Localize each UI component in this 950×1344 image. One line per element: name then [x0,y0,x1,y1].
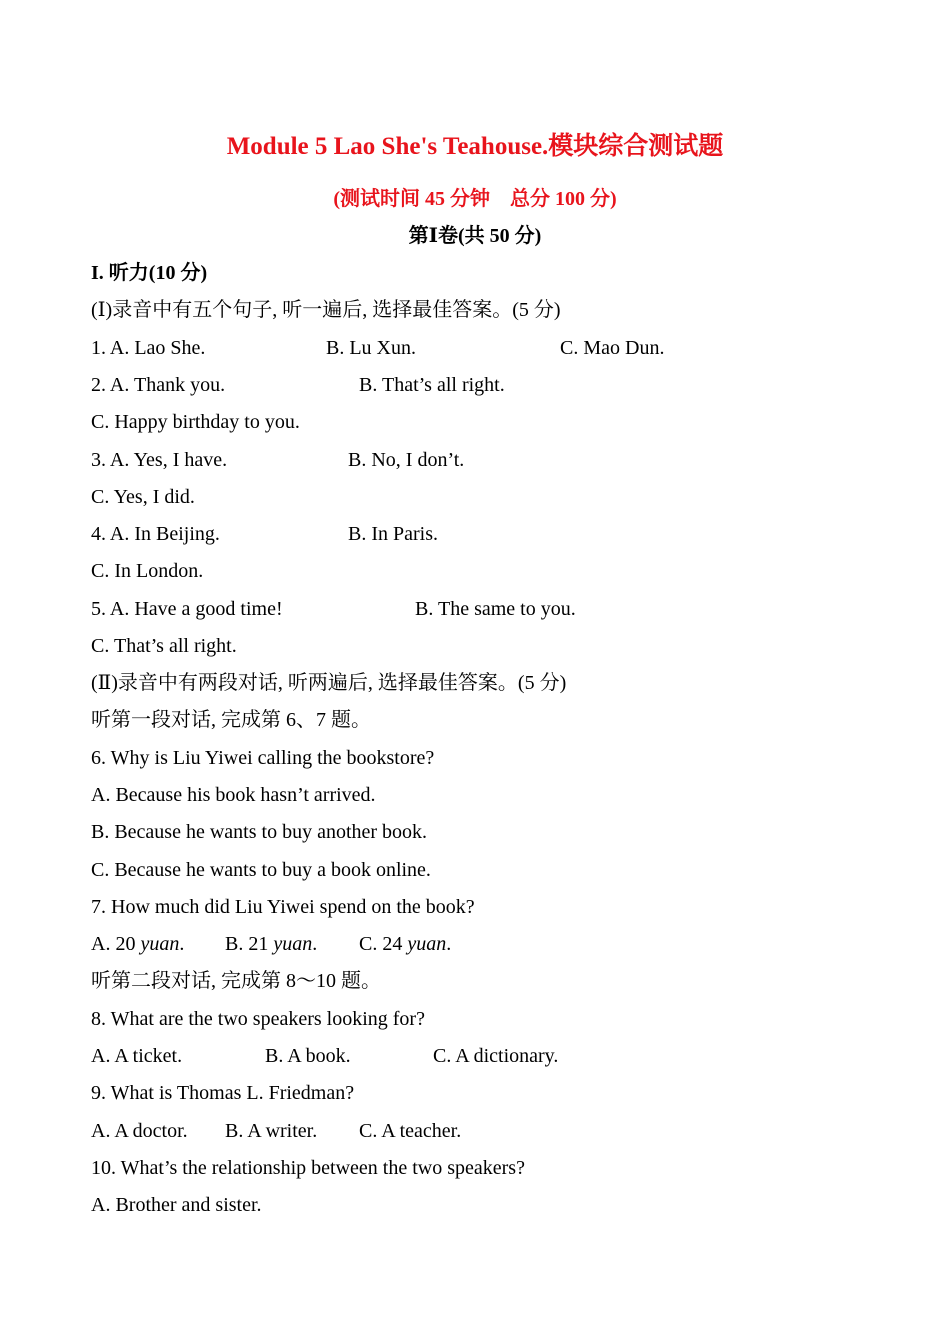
q3-option-c: C. Yes, I did. [91,486,195,508]
q3-option-b: B. No, I don’t. [348,449,465,471]
q5-option-b: B. The same to you. [415,598,576,620]
part-heading: 第Ⅰ卷(共 50 分) [408,225,542,247]
q2-option-a: 2. A. Thank you. [91,374,226,396]
subsection-1-instruction: (Ⅰ)录音中有五个句子, 听一遍后, 选择最佳答案。(5 分) [91,299,561,321]
q6-option-a: A. Because his book hasn’t arrived. [91,784,376,806]
q6-stem: 6. Why is Liu Yiwei calling the bookstore? [91,747,435,769]
q8-option-b: B. A book. [265,1045,351,1067]
q1-option-c: C. Mao Dun. [560,337,665,359]
test-info: (测试时间 45 分钟 总分 100 分) [333,188,617,210]
q2-option-c: C. Happy birthday to you. [91,411,300,433]
q9-option-b: B. A writer. [225,1120,318,1142]
document-title: Module 5 Lao She's Teahouse.模块综合测试题 [226,133,724,160]
q7-option-a: A. 20 yuan. [91,933,185,955]
q9-option-c: C. A teacher. [359,1120,462,1142]
q10-stem: 10. What’s the relationship between the two speakers? [91,1157,525,1179]
q9-option-a: A. A doctor. [91,1120,188,1142]
q10-option-a: A. Brother and sister. [91,1194,262,1216]
q1-option-a: 1. A. Lao She. [91,337,206,359]
q8-option-c: C. A dictionary. [433,1045,559,1067]
q5-option-a: 5. A. Have a good time! [91,598,283,620]
q3-option-a: 3. A. Yes, I have. [91,449,228,471]
q8-stem: 8. What are the two speakers looking for? [91,1008,425,1030]
q6-option-b: B. Because he wants to buy another book. [91,821,428,843]
q7-stem: 7. How much did Liu Yiwei spend on the book? [91,896,475,918]
subsection-2-instruction: (Ⅱ)录音中有两段对话, 听两遍后, 选择最佳答案。(5 分) [91,672,567,694]
q4-option-b: B. In Paris. [348,523,438,545]
dialog-1-instruction: 听第一段对话, 完成第 6、7 题。 [91,709,371,731]
section-heading: I. 听力(10 分) [91,262,208,284]
q4-option-c: C. In London. [91,560,204,582]
q7-option-c: C. 24 yuan. [359,933,452,955]
dialog-2-instruction: 听第二段对话, 完成第 8～10 题。 [91,970,381,992]
q6-option-c: C. Because he wants to buy a book online. [91,859,431,881]
q5-option-c: C. That’s all right. [91,635,237,657]
q9-stem: 9. What is Thomas L. Friedman? [91,1082,355,1104]
q8-option-a: A. A ticket. [91,1045,183,1067]
q7-option-b: B. 21 yuan. [225,933,318,955]
q2-option-b: B. That’s all right. [359,374,505,396]
q4-option-a: 4. A. In Beijing. [91,523,220,545]
q1-option-b: B. Lu Xun. [326,337,416,359]
